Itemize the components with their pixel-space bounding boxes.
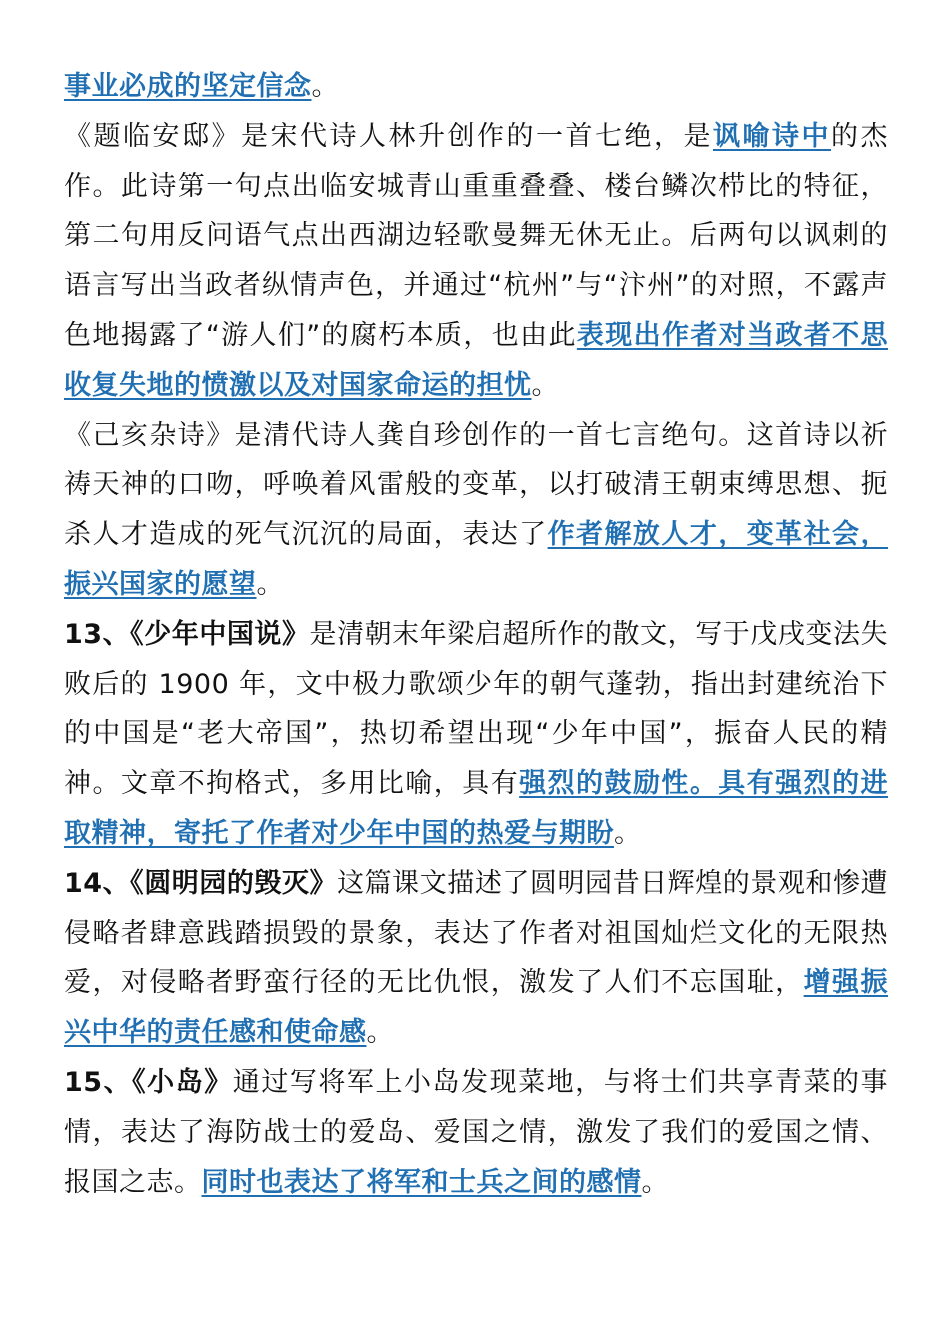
paragraph-ti-lin-an-di — [64, 112, 888, 411]
body-text: 。 — [311, 71, 339, 102]
paragraph-item-15 — [64, 1058, 888, 1207]
item-number: 15、 — [64, 1066, 133, 1098]
paragraph-ending — [64, 62, 888, 112]
highlight-text: 表现出作者对当政者不思收复失地的愤激以及对国家命运的担忧 — [64, 319, 889, 401]
paragraph-item-14 — [64, 859, 888, 1058]
document-page — [64, 62, 888, 1207]
highlight-text: 增强振兴中华的责任感和使命感 — [64, 967, 889, 1049]
body-text: 。 — [531, 369, 559, 401]
item-title: 《圆明园的毁灭》 — [130, 867, 338, 899]
body-text: 的杰作。此诗第一句点出临安城青山重重叠叠、楼台鳞次栉比的特征，第二句用反问语气点出西湖边轻歌曼舞无休无止。后两句以讽刺的语言写出当政者纵情声色，并通过“杭州”与“汴州”的对照，不露声色地揭露了“游人们”的腐朽本质，也由此 — [64, 120, 888, 351]
body-text: 这篇课文描述了圆明园昔日辉煌的景观和惨遭侵略者肆意践踏损毁的景象，表达了作者对祖国灿烂文化的无限热爱，对侵略者野蛮行径的无比仇恨，激发了人们不忘国耻， — [64, 867, 889, 999]
highlight-text: 作者解放人才，变革社会，振兴国家的愿望 — [64, 519, 889, 600]
highlight-text: 讽喻诗中 — [713, 120, 831, 152]
body-text: 《己亥杂诗》是清代诗人龚自珍创作的一首七言绝句。这首诗以祈祷天神的口吻，呼唤着风雷般的变革，以打破清王朝束缚思想、扼杀人才造成的死气沉沉的局面，表达了 — [64, 419, 888, 551]
highlight-text: 同时也表达了将军和士兵之间的感情 — [201, 1166, 642, 1198]
body-text: 。 — [366, 1017, 394, 1049]
item-number: 14、 — [64, 867, 131, 899]
body-text: 通过写将军上小岛发现菜地，与将士们共享青菜的事情，表达了海防战士的爱岛、爱国之情，激发了我们的爱国之情、报国之志。 — [64, 1066, 889, 1198]
body-text: 。 — [614, 817, 642, 849]
item-title: 《小岛》 — [132, 1066, 233, 1098]
item-title: 《少年中国说》 — [130, 618, 310, 650]
paragraph-ji-hai-za-shi — [64, 411, 888, 610]
paragraph-item-13 — [64, 610, 888, 859]
body-text: 。 — [641, 1166, 669, 1198]
body-text: 。 — [256, 568, 284, 600]
body-text: 《题临安邸》是宋代诗人林升创作的一首七绝，是 — [64, 120, 713, 152]
item-number: 13、 — [64, 618, 131, 650]
body-text: 是清朝末年梁启超所作的散文，写于戊戌变法失败后的 1900 年，文中极力歌颂少年的朝气蓬勃，指出封建统治下的中国是“老大帝国”，热切希望出现“少年中国”，振奋人民的精神。文章不拘格式，多用比喻，具有 — [64, 618, 888, 800]
highlight-text: 强烈的鼓励性。具有强烈的进取精神，寄托了作者对少年中国的热爱与期盼 — [64, 768, 889, 849]
highlight-text: 事业必成的坚定信念 — [64, 71, 312, 102]
